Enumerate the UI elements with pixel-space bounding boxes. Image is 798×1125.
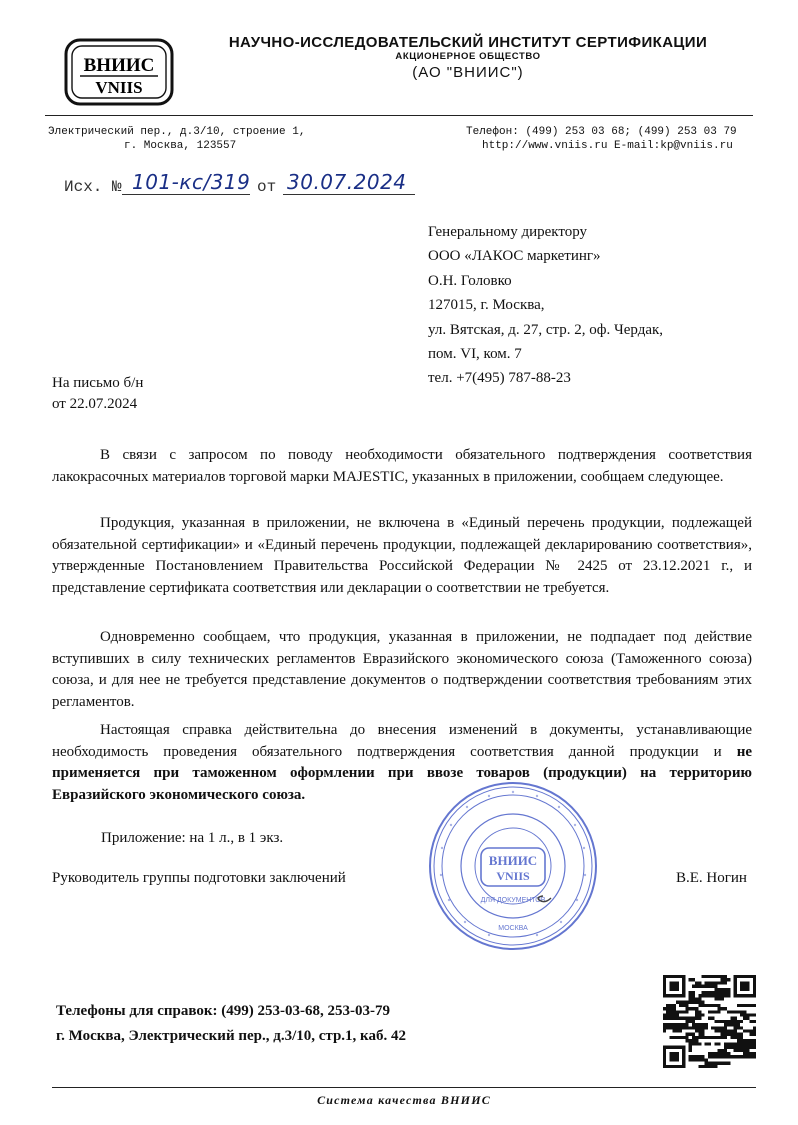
org-web-email: http://www.vniis.ru E-mail:kp@vniis.ru [482,140,733,152]
footer-phones: Телефоны для справок: (499) 253-03-68, 253-03-79 [56,1003,390,1019]
stamp-city: МОСКВА [498,925,528,932]
recipient-line: О.Н. Головко [428,272,512,289]
body-paragraph-2: Продукция, указанная в приложении, не включена в «Единый перечень продукции, подлежащей обязательной сертификации» и «Единый перечень продукции, подлежащей декларированию соответствия», утвержденные Постановлением Правительства Российской Федерации № 2425 от 23.12.2021 г., и представление сертификата соответствия или декларации о соответствии не требуется. [52,515,752,596]
recipient-block [428,220,663,391]
in-reply-letter: На письмо б/н [52,375,144,391]
signatory-name: В.Е. Ногин [676,870,747,886]
in-reply-block [52,373,143,415]
organization-stamp [427,780,599,952]
org-phones: Телефон: (499) 253 03 68; (499) 253 03 79 [466,126,737,138]
recipient-line: ООО «ЛАКОС маркетинг» [428,248,601,265]
org-type: АКЦИОНЕРНОЕ ОБЩЕСТВО [395,51,541,62]
org-address-line1: Электрический пер., д.3/10, строение 1, [48,126,306,138]
qr-code-icon [663,975,756,1068]
outgoing-number: 101-кс/319 [132,170,251,194]
in-reply-date: от 22.07.2024 [52,396,138,412]
footer-divider [52,1087,756,1088]
body-paragraph-3: Одновременно сообщаем, что продукция, указанная в приложении, не подпадает под действие вступивших в силу технических регламентов Евразийского экономического союза (Таможенного союза) союза, и для нее не требуется представление документов о подтверждении соответствия требованиям этих регламентов. [52,629,752,710]
appendix-note: Приложение: на 1 л., в 1 экз. [101,830,284,846]
footer-address: г. Москва, Электрический пер., д.3/10, стр.1, каб. 42 [56,1028,406,1044]
org-address-line2: г. Москва, 123557 [124,140,237,152]
stamp-center-line2: VNIIS [496,869,530,883]
recipient-line: 127015, г. Москва, [428,297,545,314]
body-paragraph-1: В связи с запросом по поводу необходимости обязательного подтверждения соответствия лакокрасочных материалов торговой марки MAJESTIC, указанных в приложении, сообщаем следующее. [52,447,752,485]
outgoing-number-underline [122,194,250,195]
header-divider [45,115,753,116]
outgoing-date: 30.07.2024 [287,170,407,194]
org-name: НАУЧНО-ИССЛЕДОВАТЕЛЬСКИЙ ИНСТИТУТ СЕРТИФИКАЦИИ [228,34,708,51]
signatory-position: Руководитель группы подготовки заключений [52,870,346,886]
stamp-lower-text: ДЛЯ ДОКУМЕНТОВ [480,897,546,904]
outgoing-date-label: от [257,178,277,196]
recipient-line: пом. VI, ком. 7 [428,346,522,363]
logo-line1: ВНИИС [83,55,155,76]
outgoing-number-label: Исх. № [64,178,122,196]
outgoing-date-underline [283,194,415,195]
body-paragraph-4 [52,720,752,806]
p4-bold-text: не применяется при таможенном оформлении при ввозе товаров (продукции) на территорию Евразийского экономического союза. [52,743,752,803]
p4-normal-text: Настоящая справка действительна до внесения изменений в документы, устанавливающие необходимость проведения обязательного подтверждения соответствия данной продукции и [52,722,752,760]
recipient-line: ул. Вятская, д. 27, стр. 2, оф. Чердак, [428,321,664,338]
org-short-name: (АО "ВНИИС") [412,64,524,81]
stamp-center-line1: ВНИИС [488,853,538,868]
logo-line2: VNIIS [95,78,143,97]
recipient-line: Генеральному директору [428,224,588,240]
quality-system-text: Система качества ВНИИС [317,1093,491,1107]
recipient-line: тел. +7(495) 787-88-23 [428,370,571,387]
vniis-logo [64,38,174,106]
